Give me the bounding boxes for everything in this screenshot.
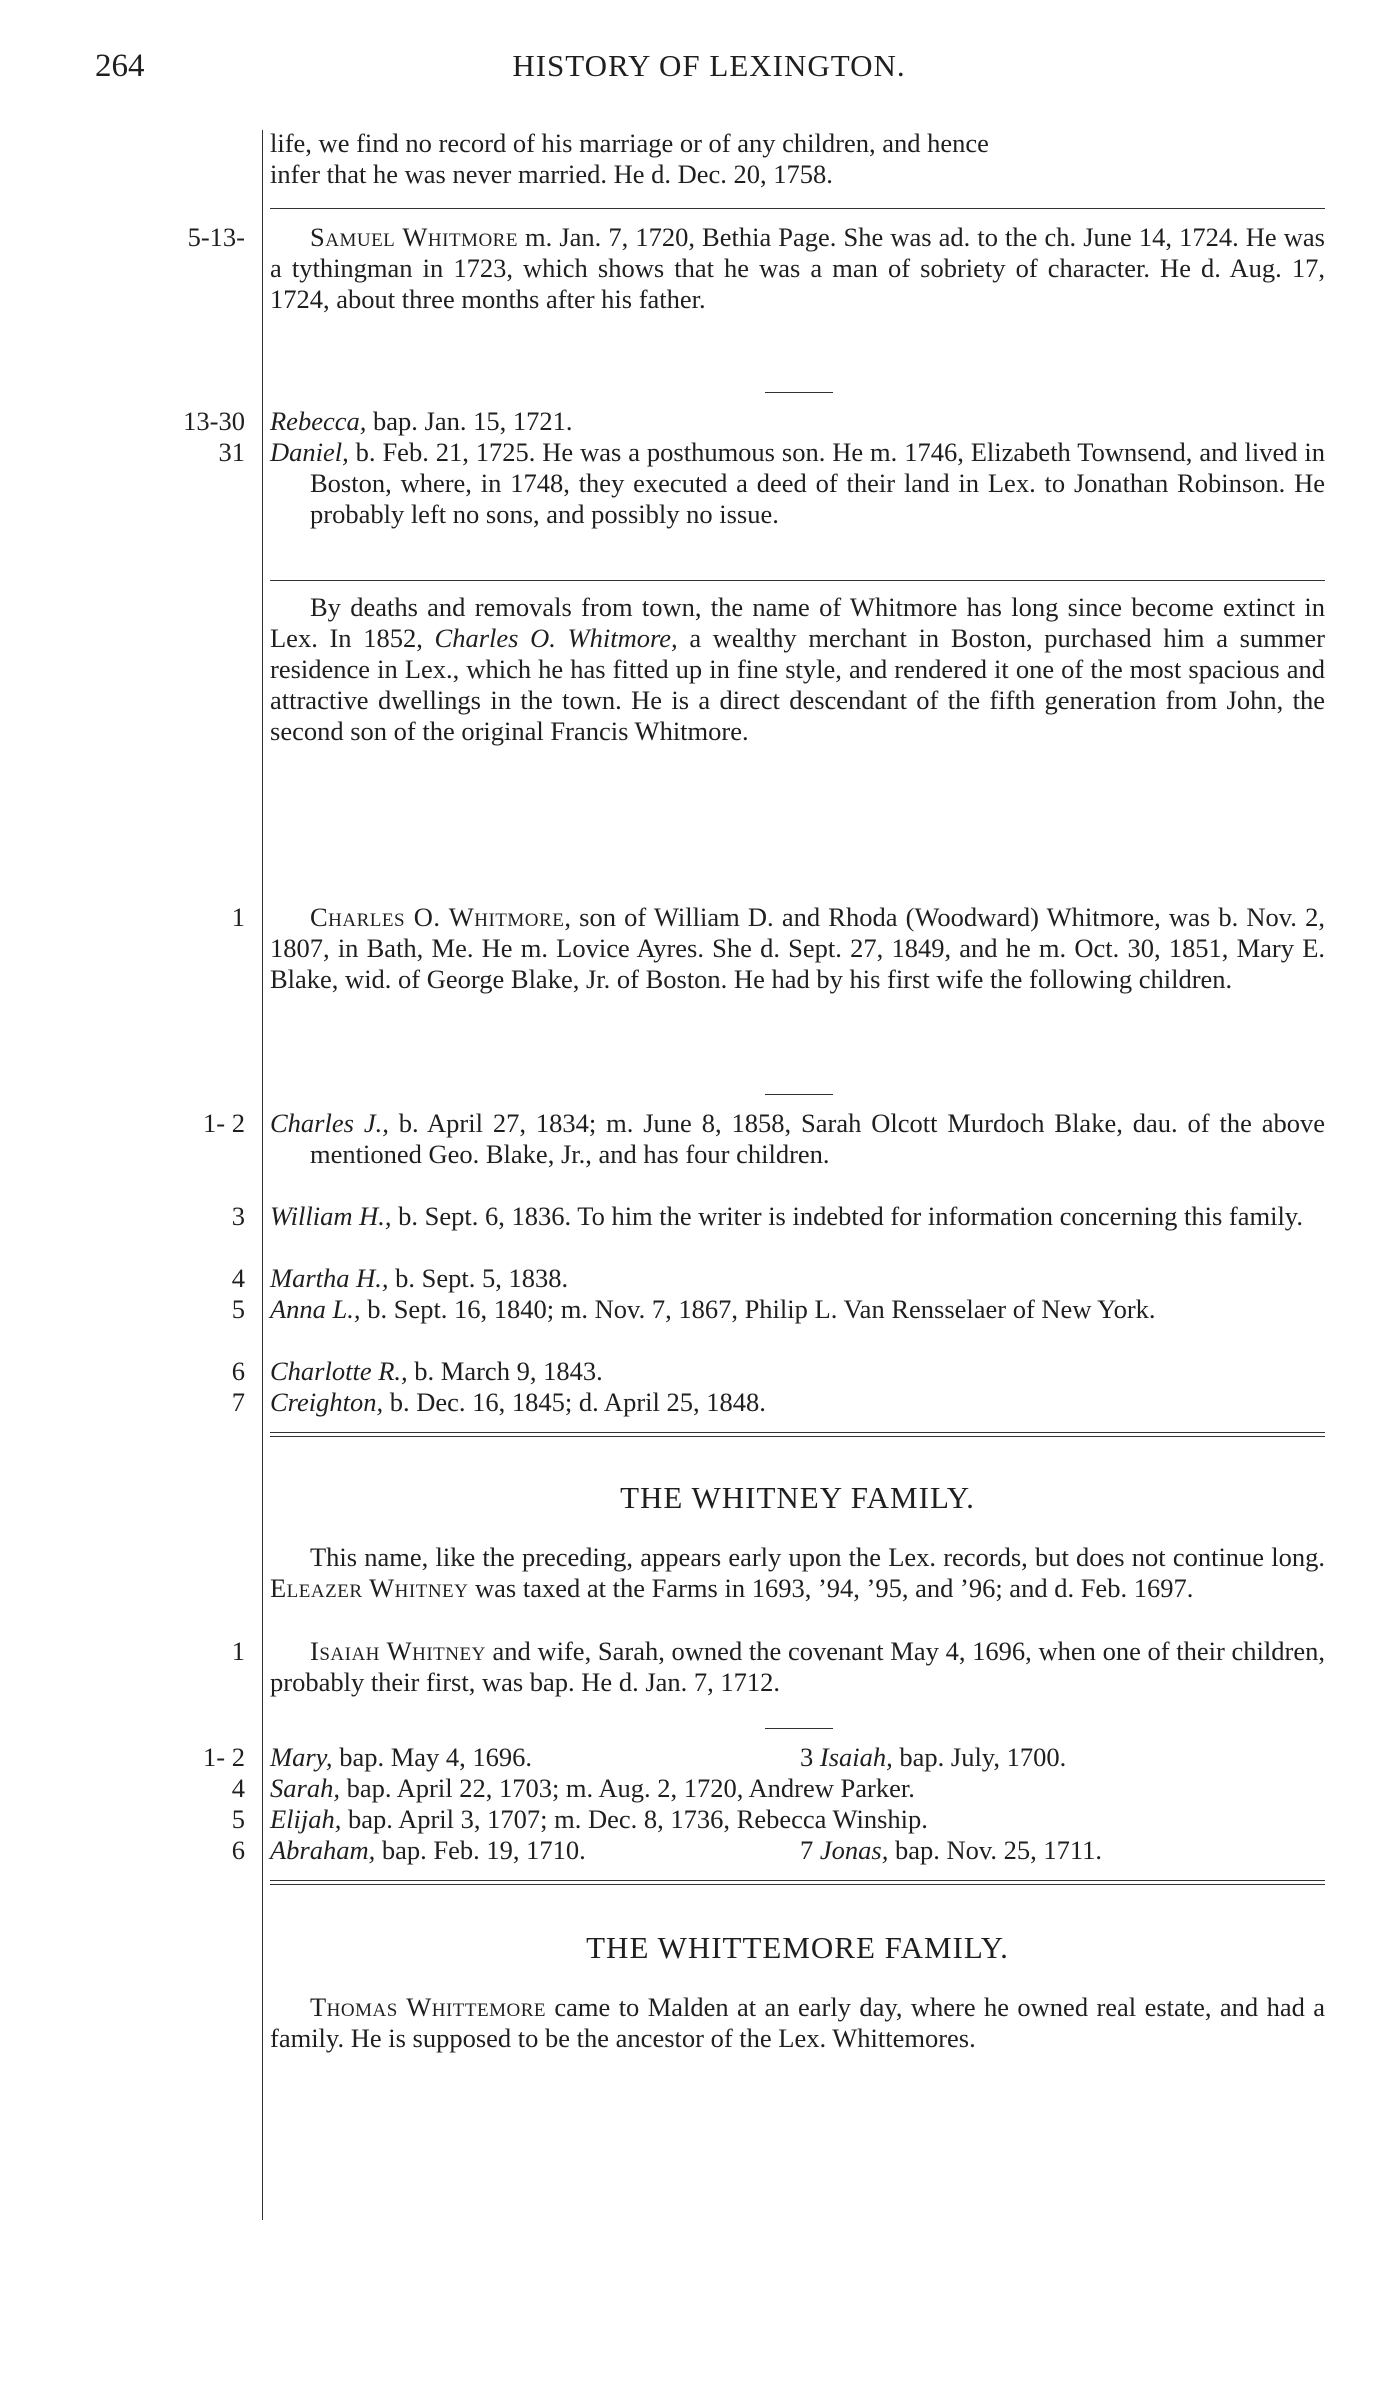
note-text-b: a wealthy merchant in Boston, purchased him a summer residence in Lex., which he has fitted up in fine style, and rendered it one of the most spacious and attractive dwellings in the town. He is a direct descendant of the fifth generation from John, the second son of the original Francis Whitmore.	[270, 623, 1326, 746]
child-text: bap. April 22, 1703; m. Aug. 2, 1720, Andrew Parker.	[339, 1773, 915, 1803]
child-entry	[270, 1108, 1325, 1170]
child-number: 3	[800, 1742, 820, 1772]
margin-ref: 1- 2	[203, 1108, 245, 1138]
intro-text-b: was taxed at the Farms in 1693, ’94, ’95, and ’96; and d. Feb. 1697.	[468, 1573, 1194, 1603]
intro-line-2: infer that he was never married. He d. Dec. 20, 1758.	[270, 159, 833, 189]
intro-line-1: life, we find no record of his marriage or of any children, and hence	[270, 128, 989, 158]
short-rule	[765, 392, 833, 393]
child-name: Mary,	[270, 1742, 333, 1772]
child-entry	[270, 1263, 1325, 1294]
child-entry	[270, 437, 1325, 530]
child-name: Charlotte R.,	[270, 1356, 408, 1386]
child-text: b. Sept. 6, 1836. To him the writer is indebted for information concerning this family.	[391, 1201, 1303, 1231]
isaiah-entry	[270, 1636, 1325, 1698]
section-title: THE WHITNEY FAMILY.	[620, 1480, 975, 1515]
page-number: 264	[95, 48, 145, 84]
child-name: Daniel,	[270, 437, 349, 467]
short-rule	[765, 1728, 833, 1729]
child-name: Rebecca,	[270, 406, 367, 436]
person-name: Charles O. Whitmore	[310, 902, 565, 932]
margin-ref: 6	[231, 1835, 245, 1865]
entry-text: , son of William D. and Rhoda (Woodward) Whitmore, was b. Nov. 2, 1807, in Bath, Me. He m. Lovice Ayres. She d. Sept. 27, 1849, and he m. Oct. 30, 1851, Mary E. Blake, wid. of George Blake, Jr. of Boston. He had by his first wife the following children.	[270, 902, 1326, 994]
child-name: Isaiah,	[819, 1742, 893, 1772]
child-name: Martha H.,	[270, 1263, 389, 1293]
margin-ref: 31	[218, 437, 245, 467]
child-entry	[270, 1294, 1325, 1325]
child-entry	[270, 1356, 1325, 1387]
child-text: bap. Nov. 25, 1711.	[888, 1835, 1103, 1865]
margin-ref: 7	[231, 1387, 245, 1417]
child-text: bap. April 3, 1707; m. Dec. 8, 1736, Rebecca Winship.	[341, 1804, 928, 1834]
child-text: bap. Feb. 19, 1710.	[375, 1835, 586, 1865]
child-text: b. April 27, 1834; m. June 8, 1858, Sarah Olcott Murdoch Blake, dau. of the above mentioned Geo. Blake, Jr., and has four children.	[310, 1108, 1325, 1169]
child-entry	[270, 1804, 1325, 1835]
intro-text	[270, 128, 1325, 190]
child-text: b. Dec. 16, 1845; d. April 25, 1848.	[383, 1387, 766, 1417]
person-name: Samuel Whitmore	[310, 222, 518, 252]
margin-ref: 4	[231, 1773, 245, 1803]
margin-ref: 5-13-	[187, 222, 245, 252]
child-entry	[270, 1835, 1325, 1866]
child-name: Sarah,	[270, 1773, 340, 1803]
child-text: bap. May 4, 1696.	[332, 1742, 533, 1772]
person-name: Isaiah Whitney	[310, 1636, 486, 1666]
child-text: bap. Jan. 15, 1721.	[366, 406, 573, 436]
entry-text: and wife, Sarah, owned the covenant May 4, 1696, when one of their children, probably their first, was bap. He d. Jan. 7, 1712.	[270, 1636, 1325, 1697]
child-entry	[270, 406, 1325, 437]
whittemore-entry	[270, 1992, 1325, 2054]
child-text: b. Sept. 16, 1840; m. Nov. 7, 1867, Philip L. Van Rensselaer of New York.	[360, 1294, 1156, 1324]
margin-ref: 13-30	[183, 406, 245, 436]
margin-ref: 4	[231, 1263, 245, 1293]
child-text: b. March 9, 1843.	[407, 1356, 603, 1386]
child-name: Elijah,	[270, 1804, 342, 1834]
margin-ref: 1- 2	[203, 1742, 245, 1772]
child-name: Anna L.,	[270, 1294, 361, 1324]
page-header	[95, 48, 1323, 88]
section-title: THE WHITTEMORE FAMILY.	[586, 1930, 1009, 1965]
margin-ref: 1	[231, 902, 245, 932]
short-rule	[765, 1094, 833, 1095]
person-name: Thomas Whittemore	[310, 1992, 546, 2022]
child-number: 7	[800, 1835, 820, 1865]
child-text: b. Sept. 5, 1838.	[388, 1263, 569, 1293]
margin-ref: 1	[231, 1636, 245, 1666]
child-name: Abraham,	[270, 1835, 376, 1865]
entry-text: m. Jan. 7, 1720, Bethia Page. She was ad. to the ch. June 14, 1724. He was a tythingman in 1723, which shows that he was a man of sobriety of character. He d. Aug. 17, 1724, about three months after his father.	[270, 222, 1325, 314]
child-text: b. Feb. 21, 1725. He was a posthumous son. He m. 1746, Elizabeth Townsend, and lived in Boston, where, in 1748, they executed a deed of their land in Lex. to Jonathan Robinson. He probably left no sons, and possibly no issue.	[310, 437, 1325, 529]
child-name: William H.,	[270, 1201, 392, 1231]
child-entry	[270, 1387, 1325, 1418]
child-text: bap. July, 1700.	[892, 1742, 1067, 1772]
child-entry	[270, 1773, 1325, 1804]
child-entry	[270, 1742, 1325, 1773]
whitmore-note	[270, 592, 1325, 747]
child-entry	[270, 1201, 1325, 1232]
child-name: Charles J.,	[270, 1108, 389, 1138]
intro-text: This name, like the preceding, appears early upon the Lex. records, but does not continue long.	[310, 1542, 1325, 1572]
samuel-entry	[270, 222, 1325, 315]
person-name: Eleazer Whitney	[270, 1573, 469, 1603]
note-name: Charles O. Whitmore,	[434, 623, 678, 653]
entry-text: came to Malden at an early day, where he owned real estate, and had a family. He is supposed to be the ancestor of the Lex. Whittemores.	[270, 1992, 1325, 2053]
whitney-intro	[270, 1542, 1325, 1604]
margin-ref: 6	[231, 1356, 245, 1386]
section-rule	[270, 580, 1325, 581]
margin-rule	[262, 130, 263, 2220]
section-rule	[270, 208, 1325, 209]
section-double-rule	[270, 1432, 1325, 1433]
section-double-rule	[270, 1880, 1325, 1881]
charles-entry	[270, 902, 1325, 995]
child-name: Creighton,	[270, 1387, 384, 1417]
child-name: Jonas,	[819, 1835, 889, 1865]
running-head: HISTORY OF LEXINGTON.	[512, 48, 906, 83]
margin-ref: 5	[231, 1804, 245, 1834]
margin-ref: 5	[231, 1294, 245, 1324]
note-text: By deaths and removals from town, the name of Whitmore has long since become extinct in Lex. In 1852,	[270, 592, 1325, 653]
margin-ref: 3	[231, 1201, 245, 1231]
